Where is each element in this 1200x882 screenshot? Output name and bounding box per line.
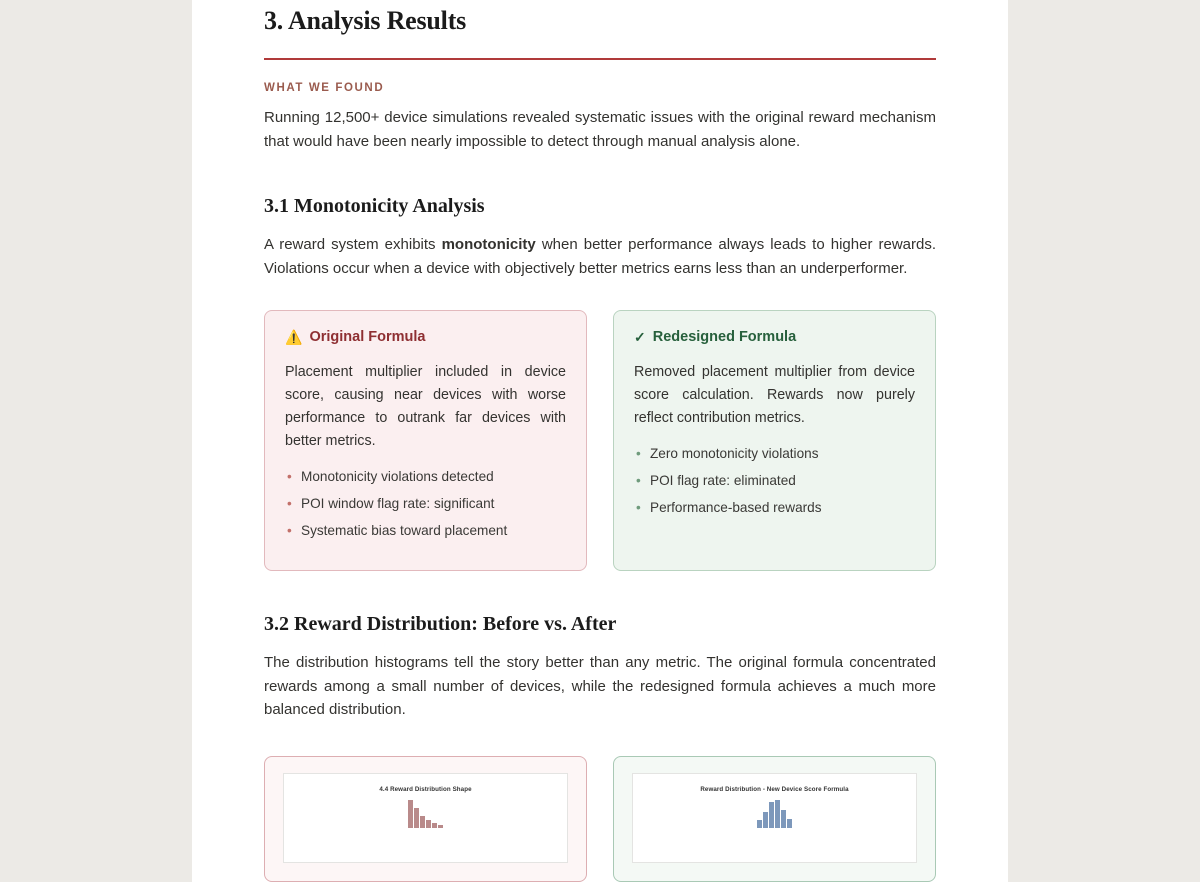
figure-redesigned-distribution-bars [633,798,916,828]
figure-original-distribution-caption: 4.4 Reward Distribution Shape [379,785,472,793]
para-emphasis: monotonicity [441,236,536,253]
title-divider [264,58,936,60]
original-formula-card-header [285,329,566,345]
para-part-a: A reward system exhibits [264,236,442,253]
figure-original-distribution-bars [284,798,567,828]
subsection-3-1-title: 3.1 Monotonicity Analysis [264,195,485,217]
subsection-3-2-title: 3.2 Reward Distribution: Before vs. After [264,613,617,635]
redesigned-formula-card-body: Removed placement multiplier from device score calculation. Rewards now purely reflect contribution metrics. [634,364,915,426]
warning-icon: ⚠️ [285,329,303,345]
eyebrow-label: WHAT WE FOUND [264,82,385,94]
list-item: • POI window flag rate: significant [285,494,566,514]
section-intro: Running 12,500+ device simulations revealed systematic issues with the original reward mechanism that would have been nearly impossible to detect through manual analysis alone. [264,109,936,150]
original-formula-card-body: Placement multiplier included in device score, causing near devices with worse performance to outrank far devices with better metrics. [285,364,566,449]
redesigned-formula-card-header [634,329,915,345]
page-title: 3. Analysis Results [264,6,467,35]
para-part-b: when better performance always leads to higher rewards. Violations occur when a device with objectively better metrics earns less than an underperformer. [264,236,937,277]
figure-original-distribution-image [283,773,568,863]
list-item: • Systematic bias toward placement [285,521,566,541]
document-page [192,0,1008,882]
figure-redesigned-distribution-image [632,773,917,863]
list-item: • POI flag rate: eliminated [634,471,915,491]
list-item: • Performance-based rewards [634,498,915,518]
redesigned-formula-card [613,310,936,571]
redesigned-formula-card-title: Redesigned Formula [652,329,797,345]
original-formula-card-title: Original Formula [309,329,426,345]
list-item: • Monotonicity violations detected [285,467,566,487]
figure-original-distribution [264,756,587,882]
comparison-cards [264,310,936,571]
distribution-figures [264,756,936,882]
original-formula-card [264,310,587,571]
original-formula-bullet-list [285,467,566,541]
figure-redesigned-distribution [613,756,936,882]
list-item: • Zero monotonicity violations [634,444,915,464]
subsection-3-1-paragraph [264,233,936,280]
subsection-3-2-paragraph: The distribution histograms tell the story better than any metric. The original formula concentrated rewards among a small number of devices, while the redesigned formula achieves a much more balanced distribution. [264,654,936,718]
redesigned-formula-bullet-list [634,444,915,518]
figure-redesigned-distribution-caption: Reward Distribution - New Device Score Formula [700,785,849,793]
check-icon: ✓ [634,329,646,345]
